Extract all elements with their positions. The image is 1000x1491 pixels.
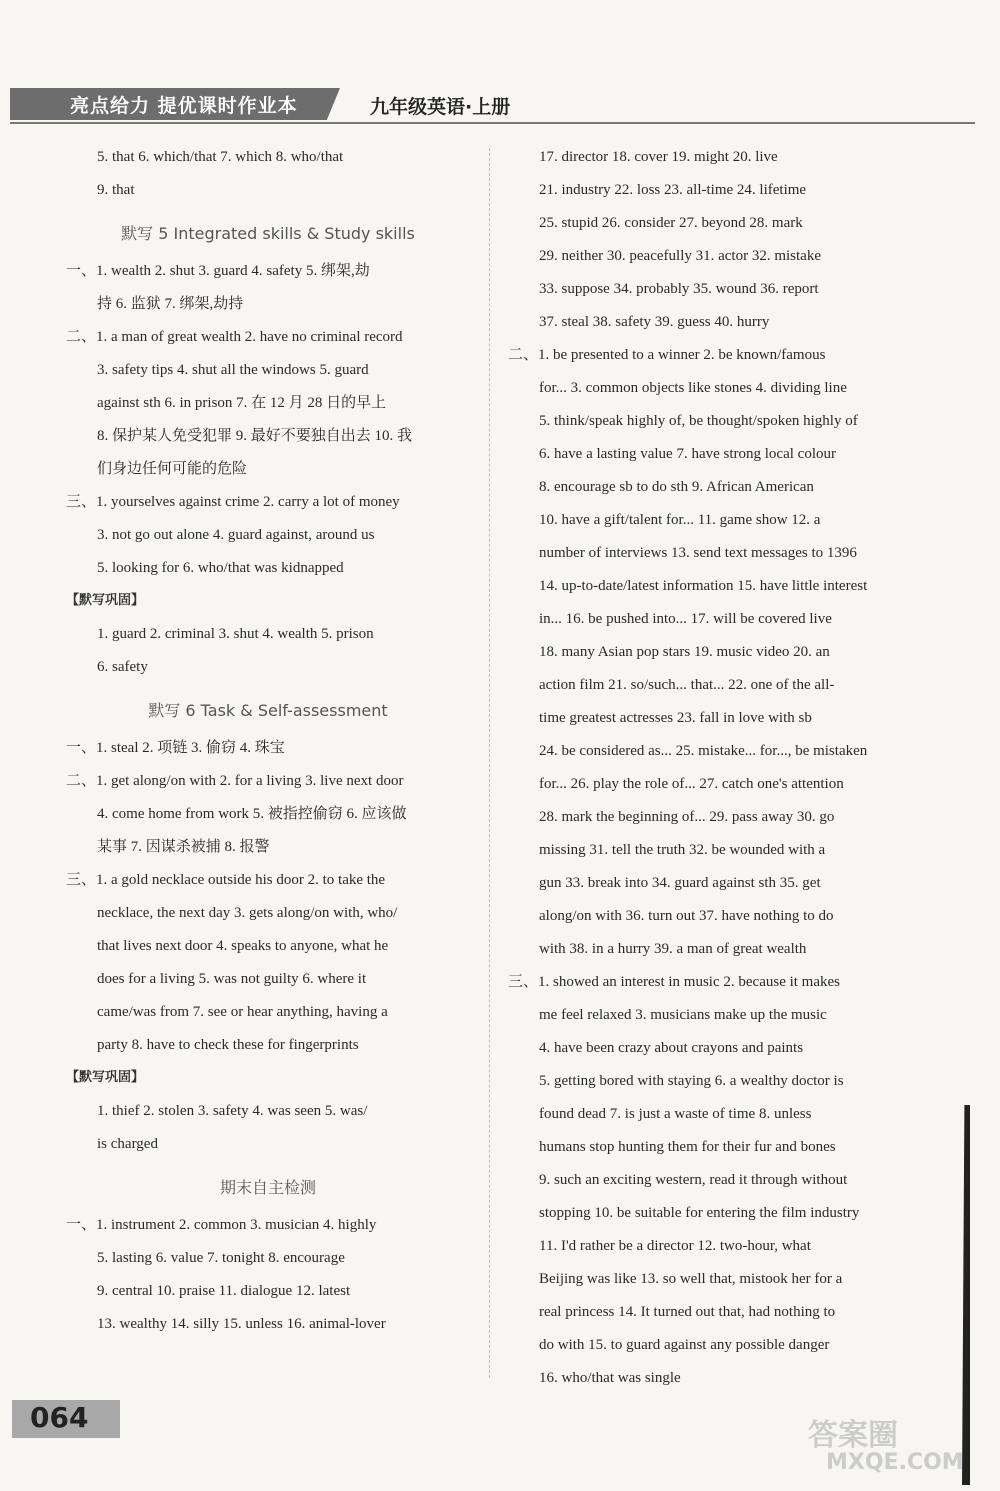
answer-line: action film 21. so/such... that... 22. one of the all- <box>539 677 835 693</box>
answer-line: 一、1. steal 2. 项链 3. 偷窃 4. 珠宝 <box>66 740 285 756</box>
answer-line: Beijing was like 13. so well that, mistook her for a <box>539 1271 843 1287</box>
review-label: 【默写巩固】 <box>66 593 145 608</box>
answer-line: time greatest actresses 23. fall in love with sb <box>539 710 812 726</box>
answer-line: 一、1. wealth 2. shut 3. guard 4. safety 5. 绑架,劫 <box>66 263 370 279</box>
answer-line: along/on with 36. turn out 37. have nothing to do <box>539 908 834 924</box>
answer-line: 4. have been crazy about crayons and paints <box>539 1040 804 1056</box>
answer-line: 二、1. get along/on with 2. for a living 3. live next door <box>66 773 404 789</box>
page-number-box <box>12 1400 120 1438</box>
answer-line: that lives next door 4. speaks to anyone, what he <box>97 938 389 954</box>
answer-line: is charged <box>97 1136 158 1152</box>
answer-line: 3. not go out alone 4. guard against, around us <box>97 527 375 543</box>
answer-line: 18. many Asian pop stars 19. music video 20. an <box>539 644 830 660</box>
answer-line: 们身边任何可能的危险 <box>97 461 248 477</box>
answer-line: me feel relaxed 3. musicians make up the music <box>539 1007 827 1023</box>
answer-line: 21. industry 22. loss 23. all-time 24. lifetime <box>539 182 807 198</box>
answer-line: humans stop hunting them for their fur and bones <box>539 1139 836 1155</box>
right-column <box>508 144 912 1398</box>
page-edge-shadow <box>962 1105 970 1485</box>
answer-line: 16. who/that was single <box>539 1370 681 1386</box>
answer-line: with 38. in a hurry 39. a man of great wealth <box>539 941 807 957</box>
answer-line: do with 15. to guard against any possible danger <box>539 1337 830 1353</box>
answer-line: 33. suppose 34. probably 35. wound 36. report <box>539 281 819 297</box>
section-heading: 默写 5 Integrated skills & Study skills <box>121 224 415 243</box>
section-heading: 默写 6 Task & Self-assessment <box>148 701 388 720</box>
answer-line: 29. neither 30. peacefully 31. actor 32. mistake <box>539 248 821 264</box>
answer-line: 17. director 18. cover 19. might 20. live <box>539 149 778 165</box>
answer-line: 28. mark the beginning of... 29. pass away 30. go <box>539 809 835 825</box>
answer-line: party 8. have to check these for fingerprints <box>97 1037 359 1053</box>
watermark-url: MXQE.COM <box>826 1450 964 1475</box>
answer-line: 5. think/speak highly of, be thought/spoken highly of <box>539 413 858 429</box>
answer-line: 13. wealthy 14. silly 15. unless 16. animal-lover <box>97 1316 386 1332</box>
answer-line: for... 3. common objects like stones 4. dividing line <box>539 380 847 396</box>
page-header <box>10 88 975 124</box>
review-label: 【默写巩固】 <box>66 1070 145 1085</box>
answer-line: missing 31. tell the truth 32. be wounded with a <box>539 842 826 858</box>
answer-line: real princess 14. It turned out that, had nothing to <box>539 1304 836 1320</box>
answer-line: 9. such an exciting western, read it through without <box>539 1172 848 1188</box>
page-number: 064 <box>30 1401 89 1434</box>
answer-line: in... 16. be pushed into... 17. will be covered live <box>539 611 832 627</box>
left-column <box>66 144 470 1344</box>
answer-line: 8. encourage sb to do sth 9. African American <box>539 479 814 495</box>
answer-line: 8. 保护某人免受犯罪 9. 最好不要独自出去 10. 我 <box>97 428 413 444</box>
answer-line: for... 26. play the role of... 27. catch one's attention <box>539 776 844 792</box>
header-rule <box>10 122 975 124</box>
answer-line: 9. that <box>97 182 135 198</box>
answer-line: 1. guard 2. criminal 3. shut 4. wealth 5. prison <box>97 626 374 642</box>
answer-line: 11. I'd rather be a director 12. two-hour, what <box>539 1238 811 1254</box>
answer-line: 6. have a lasting value 7. have strong local colour <box>539 446 836 462</box>
section-heading: 期末自主检测 <box>219 1178 316 1197</box>
answer-line: 14. up-to-date/latest information 15. have little interest <box>539 578 868 594</box>
column-divider <box>489 148 490 1378</box>
answer-line: 5. getting bored with staying 6. a wealthy doctor is <box>539 1073 844 1089</box>
answer-line: 24. be considered as... 25. mistake... for..., be mistaken <box>539 743 868 759</box>
answer-line: 某事 7. 因谋杀被捕 8. 报警 <box>97 839 270 855</box>
answer-line: 10. have a gift/talent for... 11. game show 12. a <box>539 512 821 528</box>
answer-line: 三、1. a gold necklace outside his door 2. to take the <box>66 872 386 888</box>
answer-line: found dead 7. is just a waste of time 8. unless <box>539 1106 812 1122</box>
answer-line: stopping 10. be suitable for entering the film industry <box>539 1205 860 1221</box>
answer-line: 三、1. yourselves against crime 2. carry a lot of money <box>66 494 400 510</box>
answer-line: 三、1. showed an interest in music 2. because it makes <box>508 974 841 990</box>
answer-line: 25. stupid 26. consider 27. beyond 28. mark <box>539 215 803 231</box>
answer-line: gun 33. break into 34. guard against sth 35. get <box>539 875 821 891</box>
answer-line: 9. central 10. praise 11. dialogue 12. latest <box>97 1283 351 1299</box>
answer-line: came/was from 7. see or hear anything, having a <box>97 1004 388 1020</box>
answer-line: 5. looking for 6. who/that was kidnapped <box>97 560 344 576</box>
header-title: 亮点给力 提优课时作业本 <box>70 95 298 117</box>
answer-line: 37. steal 38. safety 39. guess 40. hurry <box>539 314 770 330</box>
answer-line: 5. that 6. which/that 7. which 8. who/that <box>97 149 344 165</box>
answer-line: 5. lasting 6. value 7. tonight 8. encourage <box>97 1250 345 1266</box>
answer-line: 3. safety tips 4. shut all the windows 5. guard <box>97 362 369 378</box>
watermark-brand: 答案圈 <box>808 1418 898 1453</box>
answer-line: 二、1. a man of great wealth 2. have no criminal record <box>66 329 403 345</box>
answer-line: 4. come home from work 5. 被指控偷窃 6. 应该做 <box>97 806 407 822</box>
answer-line: does for a living 5. was not guilty 6. where it <box>97 971 367 987</box>
answer-line: necklace, the next day 3. gets along/on with, who/ <box>97 905 398 921</box>
answer-line: 二、1. be presented to a winner 2. be known/famous <box>508 347 826 363</box>
answer-line: 6. safety <box>97 659 148 675</box>
answer-line: number of interviews 13. send text messages to 1396 <box>539 545 857 561</box>
answer-line: 1. thief 2. stolen 3. safety 4. was seen 5. was/ <box>97 1103 368 1119</box>
answer-line: against sth 6. in prison 7. 在 12 月 28 日的早上 <box>97 395 387 411</box>
answer-line: 一、1. instrument 2. common 3. musician 4. highly <box>66 1217 377 1233</box>
header-subtitle: 九年级英语·上册 <box>370 96 511 118</box>
answer-line: 持 6. 监狱 7. 绑架,劫持 <box>97 296 244 312</box>
